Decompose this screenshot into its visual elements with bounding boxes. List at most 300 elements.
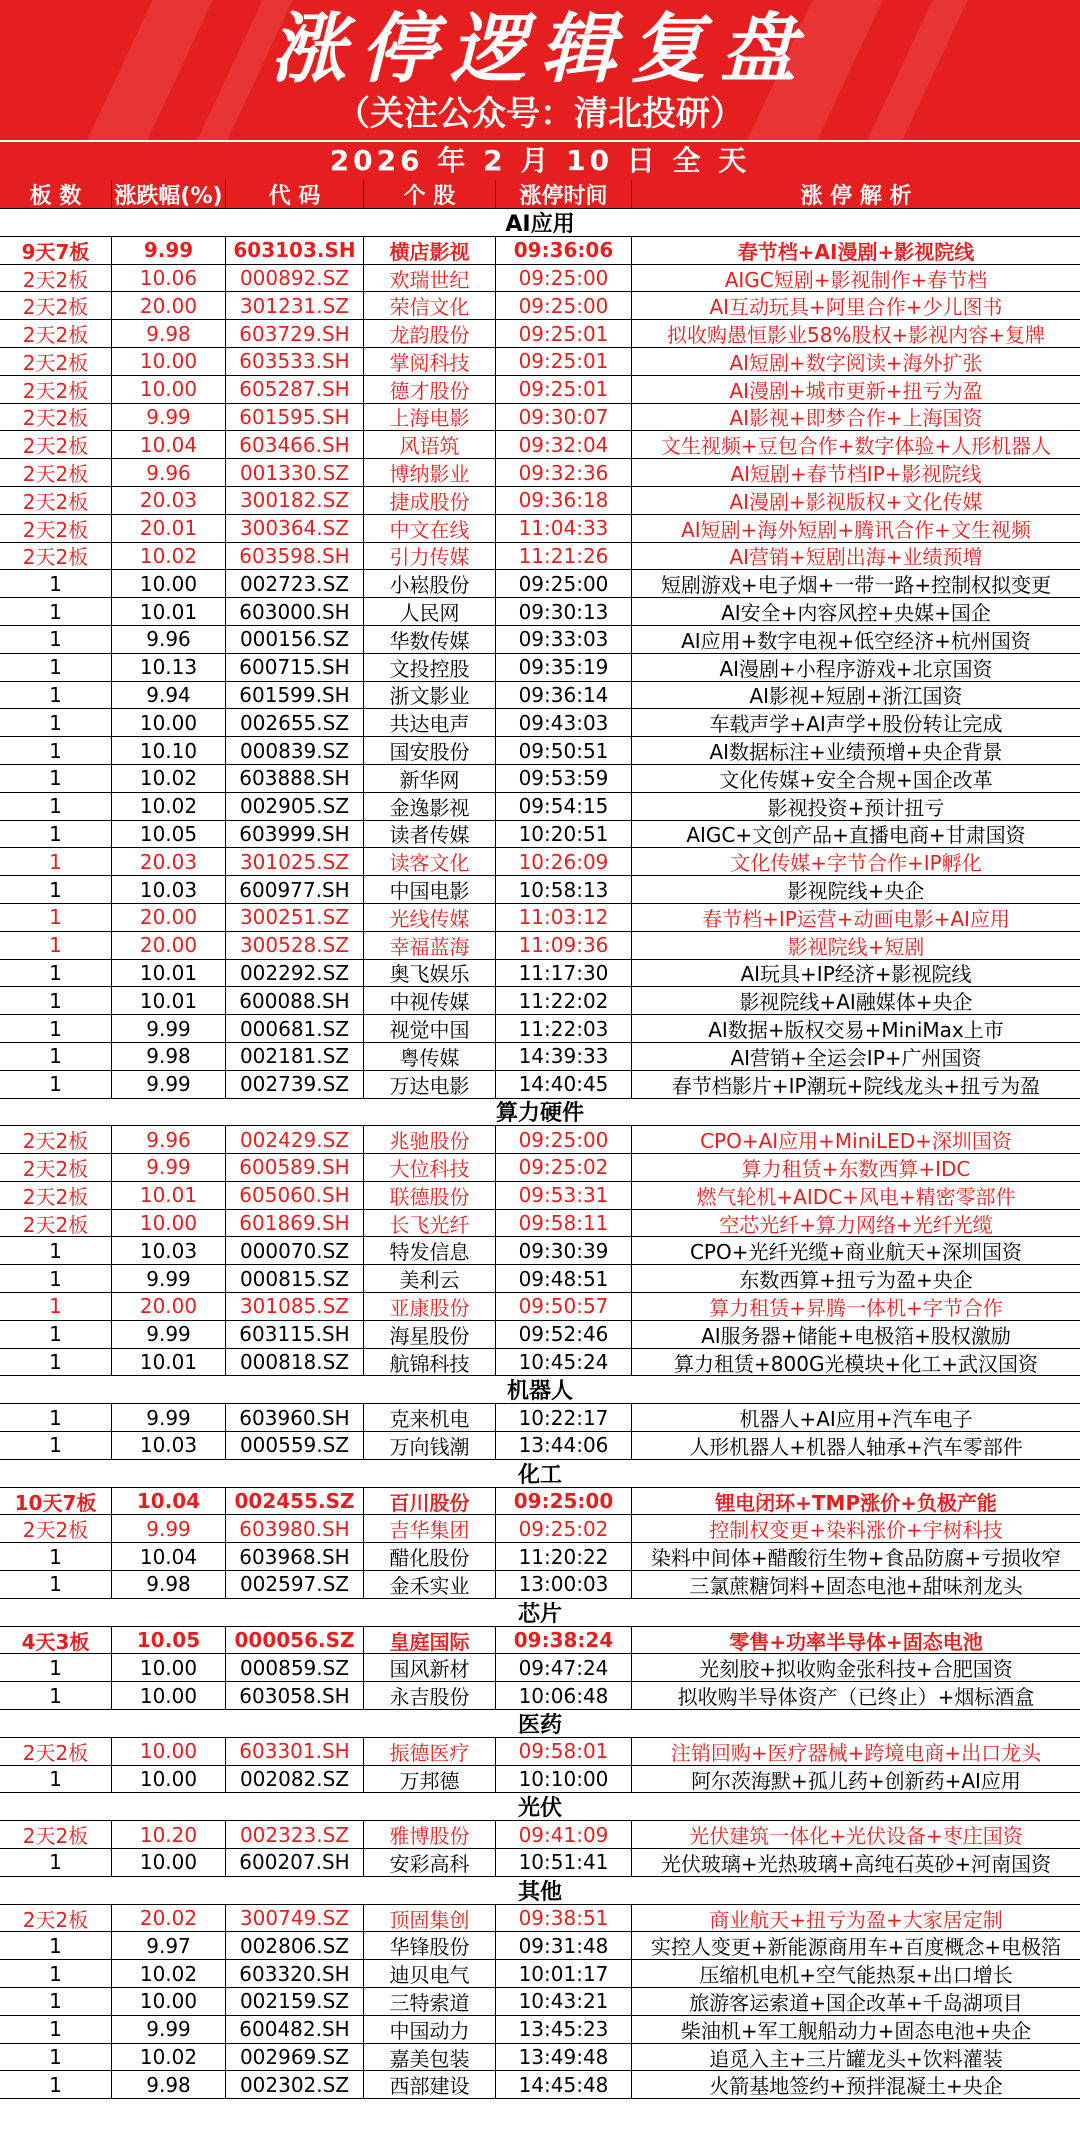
cell-boards: 2天2板 (0, 265, 112, 292)
table-row (0, 1738, 1080, 1766)
cell-boards: 1 (0, 682, 112, 709)
cell-code: 000892.SZ (226, 265, 364, 292)
cell-code: 600482.SH (226, 2016, 364, 2043)
table-row (0, 1265, 1080, 1293)
cell-time: 10:26:09 (496, 848, 632, 875)
cell-change: 10.02 (112, 2044, 226, 2071)
cell-reason: 火箭基地签约+预拌混凝土+央企 (709, 2074, 1003, 2099)
cell-change: 20.01 (112, 515, 226, 542)
cell-code: 002655.SZ (226, 709, 364, 736)
table-row (0, 1321, 1080, 1349)
cell-stock: 安彩高科 (364, 1849, 496, 1876)
cell-code: 600589.SH (226, 1154, 364, 1181)
table-row (0, 1905, 1080, 1933)
cell-code: 000859.SZ (226, 1654, 364, 1681)
cell-change: 9.98 (112, 2071, 226, 2098)
cell-code: 002455.SZ (226, 1488, 364, 1515)
cell-reason: AI漫剧+小程序游戏+北京国资 (719, 656, 993, 681)
cell-stock: 迪贝电气 (364, 1960, 496, 1987)
cell-stock: 万向钱潮 (364, 1432, 496, 1459)
cell-reason: AI数据+版权交易+MiniMax上市 (708, 1018, 1004, 1042)
cell-change: 10.00 (112, 1988, 226, 2015)
cell-boards: 1 (0, 709, 112, 736)
cell-boards: 1 (0, 737, 112, 764)
cell-time: 09:35:19 (496, 654, 632, 681)
cell-stock: 雅博股份 (364, 1821, 496, 1848)
cell-reason: 影视院线+AI融媒体+央企 (739, 990, 973, 1015)
cell-stock: 国风新材 (364, 1654, 496, 1681)
cell-boards: 1 (0, 987, 112, 1014)
section-title: 算力硬件 (495, 1101, 584, 1127)
cell-code: 603320.SH (226, 1960, 364, 1987)
title-banner (0, 0, 1080, 140)
cell-change: 10.13 (112, 654, 226, 681)
cell-stock: 中国动力 (364, 2016, 496, 2043)
cell-code: 002159.SZ (226, 1988, 364, 2015)
cell-time: 09:38:51 (496, 1905, 632, 1932)
cell-time: 09:50:57 (496, 1293, 632, 1320)
cell-code: 603888.SH (226, 765, 364, 792)
cell-time: 09:41:09 (496, 1821, 632, 1848)
table-row (0, 1154, 1080, 1182)
cell-stock: 顶固集创 (364, 1905, 496, 1932)
cell-stock: 醋化股份 (364, 1543, 496, 1570)
cell-time: 09:43:03 (496, 709, 632, 736)
cell-stock: 万达电影 (364, 1071, 496, 1098)
table-row (0, 543, 1080, 571)
cell-time: 09:36:06 (496, 237, 632, 264)
cell-reason: 阿尔茨海默+孤儿药+创新药+AI应用 (691, 1768, 1021, 1793)
cell-boards: 1 (0, 1432, 112, 1459)
cell-boards: 1 (0, 2016, 112, 2043)
cell-reason: 春节档+AI漫剧+影视院线 (737, 239, 975, 264)
cell-stock: 航锦科技 (364, 1349, 496, 1376)
table-header (0, 180, 1080, 209)
cell-boards: 1 (0, 1849, 112, 1876)
cell-time: 09:25:00 (496, 570, 632, 597)
table-row (0, 237, 1080, 265)
table-row (0, 487, 1080, 515)
cell-change: 9.99 (112, 1404, 226, 1431)
table-row (0, 626, 1080, 654)
section-title: 化工 (517, 1462, 562, 1488)
table-row (0, 348, 1080, 376)
cell-boards: 1 (0, 848, 112, 875)
cell-boards: 2天2板 (0, 1905, 112, 1932)
section-header (0, 1793, 1080, 1821)
cell-time: 09:36:14 (496, 682, 632, 709)
cell-time: 10:51:41 (496, 1849, 632, 1876)
cell-code: 300182.SZ (226, 487, 364, 514)
cell-change: 10.00 (112, 376, 226, 403)
section-header (0, 1877, 1080, 1905)
cell-reason: 文化传媒+安全合规+国企改革 (719, 767, 993, 792)
cell-time: 09:58:01 (496, 1738, 632, 1765)
cell-change: 10.04 (112, 1488, 226, 1515)
cell-stock: 幸福蓝海 (364, 932, 496, 959)
cell-stock: 奥飞娱乐 (364, 960, 496, 987)
cell-time: 09:58:11 (496, 1210, 632, 1237)
cell-reason: 商业航天+扭亏为盈+大家居定制 (709, 1907, 1003, 1932)
cell-code: 600207.SH (226, 1849, 364, 1876)
cell-code: 603533.SH (226, 348, 364, 375)
cell-stock: 国安股份 (364, 737, 496, 764)
cell-stock: 克来机电 (364, 1404, 496, 1431)
cell-change: 10.04 (112, 431, 226, 458)
cell-code: 600715.SH (226, 654, 364, 681)
cell-reason: 文化传媒+字节合作+IP孵化 (730, 851, 982, 876)
cell-reason: AIGC短剧+影视制作+春节档 (724, 267, 988, 292)
cell-code: 603115.SH (226, 1321, 364, 1348)
table-row (0, 1210, 1080, 1238)
cell-reason: 柴油机+军工舰船动力+固态电池+央企 (680, 2018, 1032, 2043)
cell-boards: 2天2板 (0, 1154, 112, 1181)
cell-boards: 2天2板 (0, 543, 112, 570)
table-row (0, 1293, 1080, 1321)
cell-code: 000559.SZ (226, 1432, 364, 1459)
cell-time: 09:54:15 (496, 793, 632, 820)
cell-change: 10.00 (112, 1738, 226, 1765)
cell-change: 9.99 (112, 1515, 226, 1542)
cell-reason: 算力租赁+东数西算+IDC (741, 1157, 971, 1181)
cell-stock: 金逸影视 (364, 793, 496, 820)
cell-reason: 燃气轮机+AIDC+风电+精密零部件 (696, 1184, 1016, 1209)
cell-boards: 1 (0, 570, 112, 597)
cell-change: 10.06 (112, 265, 226, 292)
cell-boards: 2天2板 (0, 292, 112, 319)
page-title: 涨停逻辑复盘 (270, 4, 810, 93)
cell-reason: 车载声学+AI声学+股份转让完成 (709, 712, 1003, 737)
cell-reason: 拟收购愚恒影业58%股权+影视内容+复牌 (667, 323, 1045, 347)
cell-code: 603301.SH (226, 1738, 364, 1765)
section-title: 医药 (517, 1712, 562, 1738)
cell-stock: 金禾实业 (364, 1571, 496, 1598)
cell-code: 601869.SH (226, 1210, 364, 1237)
table-row (0, 737, 1080, 765)
section-header (0, 1710, 1080, 1738)
cell-stock: 荣信文化 (364, 292, 496, 319)
col-header-stock: 个 股 (364, 180, 496, 208)
cell-stock: 中视传媒 (364, 987, 496, 1014)
cell-reason: AI短剧+数字阅读+海外扩张 (729, 350, 983, 375)
cell-time: 09:53:31 (496, 1182, 632, 1209)
cell-code: 002181.SZ (226, 1043, 364, 1070)
cell-stock: 中文在线 (364, 515, 496, 542)
cell-time: 10:58:13 (496, 876, 632, 903)
cell-reason: 零售+功率半导体+固态电池 (729, 1629, 983, 1654)
cell-code: 601595.SH (226, 404, 364, 431)
cell-boards: 1 (0, 1293, 112, 1320)
cell-change: 9.99 (112, 404, 226, 431)
cell-stock: 欢瑞世纪 (364, 265, 496, 292)
table-row (0, 1654, 1080, 1682)
cell-stock: 永吉股份 (364, 1682, 496, 1709)
col-header-change: 涨跌幅(%) (112, 180, 226, 208)
cell-reason: 文生视频+豆包合作+数字体验+人形机器人 (660, 434, 1052, 459)
cell-time: 09:25:02 (496, 1154, 632, 1181)
cell-code: 603960.SH (226, 1404, 364, 1431)
cell-change: 9.99 (112, 1265, 226, 1292)
cell-reason: AI数据标注+业绩预增+央企背景 (709, 740, 1003, 764)
cell-reason: 春节档影片+IP潮玩+院线龙头+扭亏为盈 (671, 1073, 1041, 1098)
cell-code: 603980.SH (226, 1515, 364, 1542)
cell-stock: 华锋股份 (364, 1932, 496, 1959)
cell-boards: 2天2板 (0, 1515, 112, 1542)
cell-reason: 锂电闭环+TMP涨价+负极产能 (715, 1490, 997, 1515)
cell-stock: 嘉美包装 (364, 2044, 496, 2071)
cell-time: 14:45:48 (496, 2071, 632, 2098)
cell-code: 300251.SZ (226, 904, 364, 931)
cell-reason: 三氯蔗糖饲料+固态电池+甜味剂龙头 (689, 1573, 1023, 1598)
cell-reason: CPO+光纤光缆+商业航天+深圳国资 (689, 1240, 1023, 1265)
cell-change: 9.96 (112, 459, 226, 486)
table-row (0, 1821, 1080, 1849)
cell-boards: 2天2板 (0, 376, 112, 403)
cell-boards: 1 (0, 1321, 112, 1348)
cell-reason: 人形机器人+机器人轴承+汽车零部件 (689, 1434, 1023, 1459)
cell-time: 13:45:23 (496, 2016, 632, 2043)
table-row (0, 515, 1080, 543)
cell-boards: 2天2板 (0, 1821, 112, 1848)
cell-code: 000818.SZ (226, 1349, 364, 1376)
table-row (0, 1349, 1080, 1377)
cell-time: 09:25:01 (496, 376, 632, 403)
cell-stock: 吉华集团 (364, 1515, 496, 1542)
cell-code: 000839.SZ (226, 737, 364, 764)
section-header (0, 1460, 1080, 1488)
cell-change: 20.02 (112, 1905, 226, 1932)
cell-time: 11:22:02 (496, 987, 632, 1014)
cell-code: 601599.SH (226, 682, 364, 709)
cell-time: 09:38:24 (496, 1627, 632, 1654)
section-title: 其他 (517, 1879, 562, 1905)
date-line: 2026 年 2 月 10 日 全 天 (0, 140, 1080, 180)
cell-reason: AI营销+短剧出海+业绩预增 (729, 545, 983, 570)
table-row (0, 821, 1080, 849)
cell-code: 002806.SZ (226, 1932, 364, 1959)
table-row (0, 431, 1080, 459)
cell-change: 10.01 (112, 987, 226, 1014)
cell-time: 10:20:51 (496, 821, 632, 848)
col-header-reason: 涨 停 解 析 (800, 183, 912, 208)
cell-boards: 2天2板 (0, 431, 112, 458)
cell-stock: 大位科技 (364, 1154, 496, 1181)
cell-stock: 兆驰股份 (364, 1126, 496, 1153)
cell-time: 11:03:12 (496, 904, 632, 931)
cell-change: 10.02 (112, 543, 226, 570)
cell-reason: 注销回购+医疗器械+跨境电商+出口龙头 (670, 1740, 1042, 1765)
section-header (0, 1376, 1080, 1404)
page-subtitle: （关注公众号：清北投研） (336, 94, 744, 134)
cell-change: 9.99 (112, 1154, 226, 1181)
table-row (0, 2016, 1080, 2044)
cell-time: 09:25:01 (496, 320, 632, 347)
cell-reason: AI安全+内容风控+央媒+国企 (721, 601, 991, 625)
cell-stock: 共达电声 (364, 709, 496, 736)
cell-boards: 1 (0, 1543, 112, 1570)
cell-reason: 影视院线+短剧 (787, 934, 925, 959)
table-row (0, 1432, 1080, 1460)
cell-code: 603968.SH (226, 1543, 364, 1570)
table-row (0, 292, 1080, 320)
cell-code: 000070.SZ (226, 1237, 364, 1264)
cell-stock: 海星股份 (364, 1321, 496, 1348)
cell-time: 10:22:17 (496, 1404, 632, 1431)
cell-reason: 光刻胶+拟收购金张科技+合肥国资 (699, 1657, 1013, 1682)
table-row (0, 570, 1080, 598)
cell-code: 300528.SZ (226, 932, 364, 959)
cell-reason: 实控人变更+新能源商用车+百度概念+电极箔 (650, 1935, 1062, 1960)
cell-reason: AI短剧+海外短剧+腾讯合作+文生视频 (681, 517, 1031, 542)
cell-boards: 2天2板 (0, 1738, 112, 1765)
cell-code: 000156.SZ (226, 626, 364, 653)
cell-code: 603466.SH (226, 431, 364, 458)
cell-change: 20.03 (112, 848, 226, 875)
cell-reason: 染料中间体+醋酸衍生物+食品防腐+亏损收窄 (650, 1546, 1062, 1571)
cell-time: 09:50:51 (496, 737, 632, 764)
cell-change: 10.00 (112, 1766, 226, 1793)
cell-boards: 1 (0, 904, 112, 931)
cell-reason: 旅游客运索道+国企改革+千岛湖项目 (689, 1990, 1023, 2015)
cell-reason: 短剧游戏+电子烟+一带一路+控制权拟变更 (660, 573, 1052, 598)
cell-code: 001330.SZ (226, 459, 364, 486)
cell-change: 10.05 (112, 1627, 226, 1654)
cell-stock: 美利云 (364, 1265, 496, 1292)
cell-boards: 1 (0, 1932, 112, 1959)
cell-time: 09:47:24 (496, 1654, 632, 1681)
cell-stock: 上海电影 (364, 404, 496, 431)
table-row (0, 1682, 1080, 1710)
cell-stock: 中国电影 (364, 876, 496, 903)
table-row (0, 1071, 1080, 1099)
cell-reason: 光伏建筑一体化+光伏设备+枣庄国资 (689, 1824, 1023, 1849)
cell-stock: 文投控股 (364, 654, 496, 681)
cell-change: 10.02 (112, 765, 226, 792)
cell-time: 11:04:33 (496, 515, 632, 542)
cell-change: 10.00 (112, 1654, 226, 1681)
cell-time: 10:01:17 (496, 1960, 632, 1987)
cell-time: 09:25:00 (496, 292, 632, 319)
cell-code: 603598.SH (226, 543, 364, 570)
table-row (0, 1766, 1080, 1794)
cell-stock: 万邦德 (364, 1766, 496, 1793)
cell-stock: 博纳影业 (364, 459, 496, 486)
cell-reason: AI玩具+IP经济+影视院线 (740, 962, 972, 987)
cell-stock: 人民网 (364, 598, 496, 625)
cell-change: 9.98 (112, 320, 226, 347)
cell-reason: AI影视+即梦合作+上海国资 (729, 406, 983, 431)
cell-change: 10.01 (112, 1349, 226, 1376)
cell-time: 11:17:30 (496, 960, 632, 987)
cell-code: 000056.SZ (226, 1627, 364, 1654)
cell-change: 10.00 (112, 1682, 226, 1709)
cell-code: 603058.SH (226, 1682, 364, 1709)
cell-change: 9.98 (112, 1043, 226, 1070)
table-row (0, 1515, 1080, 1543)
cell-code: 600977.SH (226, 876, 364, 903)
cell-time: 10:06:48 (496, 1682, 632, 1709)
cell-reason: 光伏玻璃+光热玻璃+高纯石英砂+河南国资 (660, 1851, 1052, 1876)
table-row (0, 709, 1080, 737)
cell-code: 002723.SZ (226, 570, 364, 597)
section-title: 芯片 (517, 1601, 562, 1627)
cell-change: 20.03 (112, 487, 226, 514)
cell-stock: 西部建设 (364, 2071, 496, 2098)
cell-time: 09:30:07 (496, 404, 632, 431)
table-row (0, 265, 1080, 293)
cell-change: 10.00 (112, 1210, 226, 1237)
cell-time: 13:49:48 (496, 2044, 632, 2071)
cell-code: 603000.SH (226, 598, 364, 625)
col-header-boards: 板 数 (0, 180, 112, 208)
cell-boards: 2天2板 (0, 1182, 112, 1209)
cell-boards: 1 (0, 1654, 112, 1681)
cell-boards: 2天2板 (0, 320, 112, 347)
cell-stock: 德才股份 (364, 376, 496, 403)
cell-time: 09:36:18 (496, 487, 632, 514)
cell-boards: 1 (0, 2071, 112, 2098)
table-row (0, 1849, 1080, 1877)
cell-code: 002739.SZ (226, 1071, 364, 1098)
cell-stock: 龙韵股份 (364, 320, 496, 347)
cell-time: 09:48:51 (496, 1265, 632, 1292)
cell-reason: 空芯光纤+算力网络+光纤光缆 (719, 1212, 993, 1237)
cell-boards: 1 (0, 1265, 112, 1292)
cell-reason: 春节档+IP运营+动画电影+AI应用 (702, 906, 1010, 931)
section-header (0, 1599, 1080, 1627)
table-row (0, 876, 1080, 904)
cell-reason: 控制权变更+染料涨价+宇树科技 (709, 1518, 1003, 1543)
cell-code: 605287.SH (226, 376, 364, 403)
cell-change: 9.96 (112, 626, 226, 653)
cell-code: 000681.SZ (226, 1015, 364, 1042)
cell-code: 301025.SZ (226, 848, 364, 875)
cell-boards: 1 (0, 1071, 112, 1098)
table-row (0, 1543, 1080, 1571)
section-title: 机器人 (506, 1379, 573, 1405)
table-row (0, 1571, 1080, 1599)
cell-stock: 三特索道 (364, 1988, 496, 2015)
cell-reason: AI影视+短剧+浙江国资 (749, 684, 963, 709)
cell-boards: 9天7板 (0, 237, 112, 264)
table-row (0, 1988, 1080, 2016)
cell-reason: AI漫剧+城市更新+扭亏为盈 (729, 378, 983, 403)
cell-reason: 机器人+AI应用+汽车电子 (739, 1407, 973, 1432)
cell-stock: 读客文化 (364, 848, 496, 875)
cell-reason: 拟收购半导体资产（已终止）+烟标酒盒 (677, 1685, 1035, 1710)
cell-change: 10.20 (112, 1821, 226, 1848)
table-row (0, 765, 1080, 793)
cell-change: 9.99 (112, 2016, 226, 2043)
cell-change: 9.99 (112, 237, 226, 264)
cell-time: 13:00:03 (496, 1571, 632, 1598)
cell-change: 9.99 (112, 1015, 226, 1042)
table-row (0, 848, 1080, 876)
cell-change: 9.99 (112, 1321, 226, 1348)
table-row (0, 1488, 1080, 1516)
cell-time: 09:32:36 (496, 459, 632, 486)
cell-code: 002082.SZ (226, 1766, 364, 1793)
limit-up-table (0, 180, 1080, 2099)
cell-stock: 捷成股份 (364, 487, 496, 514)
cell-boards: 2天2板 (0, 1210, 112, 1237)
cell-boards: 1 (0, 1015, 112, 1042)
cell-stock: 小崧股份 (364, 570, 496, 597)
cell-boards: 10天7板 (0, 1488, 112, 1515)
cell-boards: 1 (0, 960, 112, 987)
cell-code: 002905.SZ (226, 793, 364, 820)
cell-stock: 光线传媒 (364, 904, 496, 931)
